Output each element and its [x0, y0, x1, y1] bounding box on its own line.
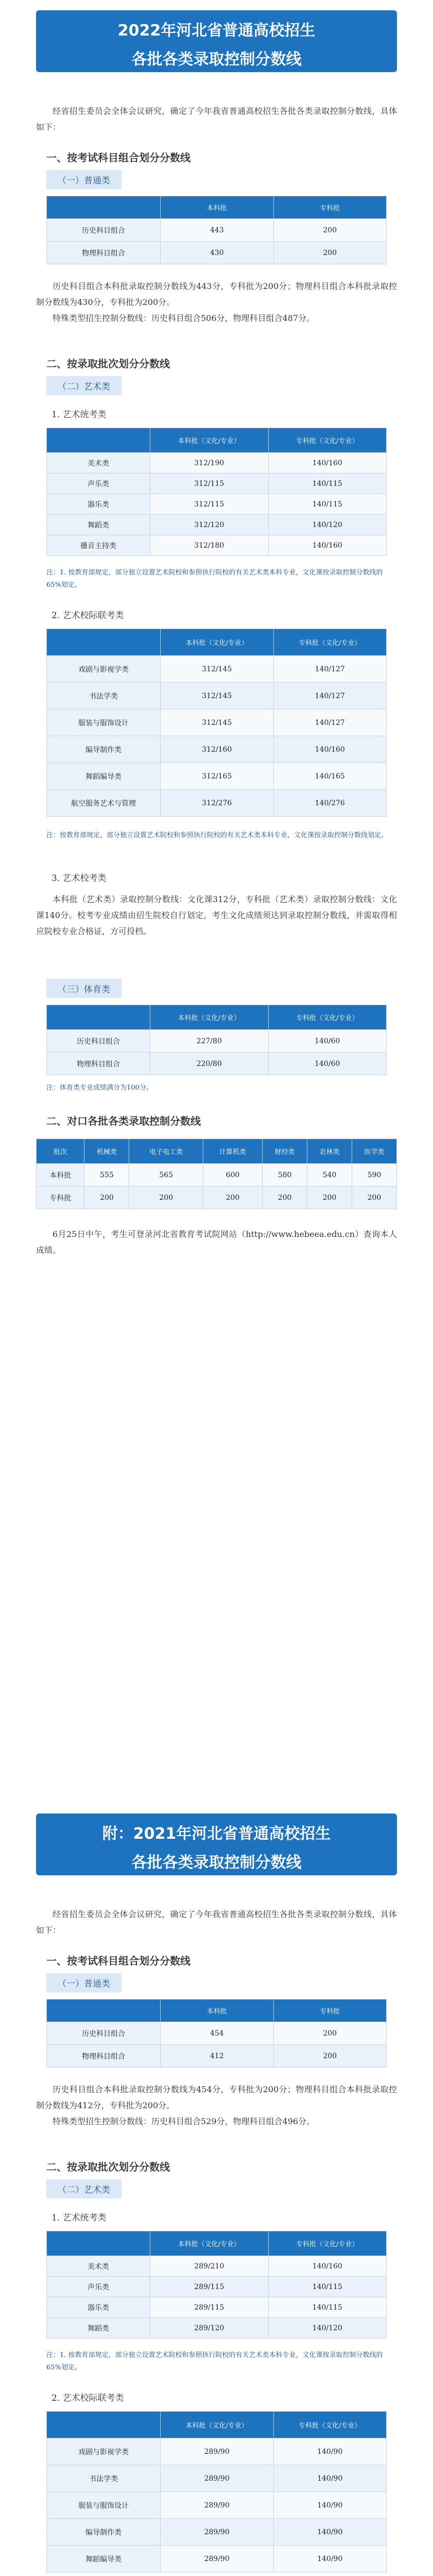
table-header: 专科批（文化/专业）: [268, 2231, 387, 2256]
cell-value: 140/60: [268, 1030, 387, 1053]
section-heading: 二、按录取批次划分分数线: [46, 2161, 170, 2173]
row-label: 声乐类: [47, 2277, 150, 2297]
intro-paragraph: [36, 1906, 397, 1938]
table-header: 机械类: [84, 1139, 129, 1164]
table-header: 计算机类: [203, 1139, 262, 1164]
cell-value: 227/80: [150, 1030, 269, 1053]
cell-value: 140/115: [268, 2297, 387, 2318]
table-row: [47, 683, 387, 709]
table-header: 财经类: [263, 1139, 307, 1164]
table-row: [47, 2277, 387, 2297]
body-paragraph: [36, 278, 397, 326]
table-header: 专科批（文化/专业）: [273, 629, 387, 656]
cell-value: 200: [273, 242, 387, 264]
sub-heading: 1. 艺术统考类: [51, 410, 107, 420]
cell-value: 140/160: [268, 2256, 387, 2277]
cell-value: 140/160: [268, 535, 387, 556]
sub-heading: 2. 艺术校际联考类: [51, 611, 124, 621]
table-row: [47, 2256, 387, 2277]
row-label: 器乐类: [47, 494, 150, 515]
cell-value: 565: [129, 1164, 203, 1187]
table-row: [37, 1187, 397, 1209]
row-label: 播音主持类: [47, 535, 150, 556]
cell-value: 200: [203, 1187, 262, 1209]
table-row: [47, 242, 387, 264]
cell-value: 140/90: [273, 2492, 387, 2519]
row-label: 美术类: [47, 2256, 150, 2277]
banner-line-1: 附：2021年河北省普通高校招生: [102, 1825, 331, 1843]
table-row: [47, 2546, 387, 2572]
title-banner-2022: [36, 10, 397, 72]
table-header: 农林类: [307, 1139, 352, 1164]
table-header: 专科批（文化/专业）: [268, 428, 387, 453]
cell-value: 140/90: [273, 2438, 387, 2465]
cell-value: 312/120: [150, 515, 269, 535]
cell-value: 289/90: [161, 2492, 274, 2519]
cell-value: 289/90: [161, 2465, 274, 2492]
cell-value: 140/115: [268, 2277, 387, 2297]
intro-paragraph: [36, 103, 397, 135]
cell-value: 312/145: [161, 709, 274, 736]
cell-value: 140/115: [268, 494, 387, 515]
banner-line-1: 2022年河北省普通高校招生: [117, 22, 316, 40]
row-label: 本科批: [37, 1164, 84, 1187]
table-header: 电子电工类: [129, 1139, 203, 1164]
footer-paragraph: [36, 1226, 397, 1258]
cell-value: 289/115: [150, 2277, 269, 2297]
table-header: 本科批（文化/专业）: [161, 629, 274, 656]
row-label: 服装与服饰设计: [47, 709, 161, 736]
cell-value: 200: [84, 1187, 129, 1209]
paragraph-text: 特殊类型招生控制分数线：历史科目组合506分，物理科目组合487分。: [53, 313, 315, 323]
cell-value: 220/80: [150, 1053, 269, 1075]
row-label: 物理科目组合: [47, 2045, 161, 2067]
score-table-art-unified: [46, 428, 387, 556]
table-header: 专科批: [273, 1999, 387, 2022]
table-header: 医学类: [352, 1139, 396, 1164]
cell-value: 140/276: [273, 790, 387, 817]
score-table-vocational: [36, 1139, 397, 1209]
table-row: [47, 2022, 387, 2045]
cell-value: 140/90: [273, 2519, 387, 2546]
table-row: [47, 2438, 387, 2465]
cell-value: 289/210: [150, 2256, 269, 2277]
score-table-general: [46, 1999, 387, 2067]
row-label: 器乐类: [47, 2297, 150, 2318]
intro-text: 经省招生委员会全体会议研究，确定了今年我省普通高校招生各批各类录取控制分数线，具体如下：: [36, 1909, 397, 1935]
cell-value: 312/160: [161, 736, 274, 763]
table-note: 注：1. 按教育部规定，部分独立设置艺术院校和参照执行院校的有关艺术类本科专业，文化课按录取控制分数线的65%划定。: [46, 569, 383, 589]
table-note: 注：体育类专业成绩满分为100分。: [46, 1084, 153, 1092]
cell-value: 140/90: [273, 2465, 387, 2492]
section-heading: 二、按录取批次划分分数线: [46, 358, 170, 370]
cell-value: 200: [273, 219, 387, 242]
cell-value: 312/190: [150, 453, 269, 473]
row-label: 历史科目组合: [47, 1030, 150, 1053]
cell-value: 312/115: [150, 494, 269, 515]
subsection-chip: （一）普通类: [46, 1973, 122, 1992]
table-header: 本科批（文化/专业）: [150, 428, 269, 453]
table-header: 本科批: [161, 1999, 274, 2022]
cell-value: 140/160: [273, 736, 387, 763]
paragraph-text: 历史科目组合本科批录取控制分数线为443分，专科批为200分；物理科目组合本科批录取控制分数线为430分，专科批为200分。: [36, 281, 397, 307]
table-header: 本科批: [161, 196, 274, 219]
row-label: 戏剧与影视学类: [47, 2438, 161, 2465]
cell-value: 140/165: [273, 763, 387, 790]
cell-value: 140/90: [273, 2546, 387, 2572]
table-row: [47, 2519, 387, 2546]
table-note: 注：1. 按教育部规定，部分独立设置艺术院校和参照执行院校的有关艺术类本科专业，文化课按录取控制分数线的65%划定。: [46, 2351, 383, 2371]
cell-value: 140/115: [268, 473, 387, 494]
cell-value: 140/120: [268, 515, 387, 535]
table-row: [47, 535, 387, 556]
table-row: [47, 656, 387, 683]
row-label: 物理科目组合: [47, 242, 161, 264]
cell-value: 140/60: [268, 1053, 387, 1075]
cell-value: 430: [161, 242, 274, 264]
cell-value: 555: [84, 1164, 129, 1187]
subsection-chip: （一）普通类: [46, 170, 122, 189]
section-heading: 二、对口各批各类录取控制分数线: [46, 1115, 201, 1127]
cell-value: 289/115: [150, 2297, 269, 2318]
cell-value: 200: [273, 2045, 387, 2067]
table-row: [47, 763, 387, 790]
cell-value: 200: [352, 1187, 396, 1209]
subsection-chip: （二）艺术类: [46, 376, 122, 395]
body-paragraph: [36, 891, 397, 939]
cell-value: 312/145: [161, 683, 274, 709]
cell-value: 140/127: [273, 656, 387, 683]
cell-value: 580: [263, 1164, 307, 1187]
score-table-art-joint: [46, 629, 387, 817]
cell-value: 289/90: [161, 2546, 274, 2572]
table-row: [47, 2045, 387, 2067]
table-header: 批次: [37, 1139, 84, 1164]
cell-value: 312/165: [161, 763, 274, 790]
row-label: 专科批: [37, 1187, 84, 1209]
paragraph-text: 特殊类型招生控制分数线：历史科目组合529分，物理科目组合496分。: [53, 2116, 315, 2126]
cell-value: 200: [273, 2022, 387, 2045]
row-label: 美术类: [47, 453, 150, 473]
row-label: 舞蹈编导类: [47, 763, 161, 790]
table-header: 本科批（文化/专业）: [161, 2412, 274, 2438]
row-label: 物理科目组合: [47, 1053, 150, 1075]
table-row: [47, 453, 387, 473]
cell-value: 289/90: [161, 2438, 274, 2465]
banner-line-2: 各批各类录取控制分数线: [131, 50, 302, 69]
cell-value: 312/145: [161, 656, 274, 683]
row-label: 航空服务艺术与管理: [47, 790, 161, 817]
subsection-chip: （二）艺术类: [46, 2179, 122, 2198]
table-row: [47, 2318, 387, 2338]
section-heading: 一、按考试科目组合划分分数线: [46, 151, 190, 164]
table-row: [47, 515, 387, 535]
table-row: [47, 1053, 387, 1075]
subsection-chip: （三）体育类: [46, 979, 122, 998]
score-table-art-unified: [46, 2231, 387, 2338]
table-row: [47, 1030, 387, 1053]
row-label: 舞蹈类: [47, 515, 150, 535]
table-header: 专科批: [273, 196, 387, 219]
row-label: 舞蹈类: [47, 2318, 150, 2338]
body-paragraph: [36, 2081, 397, 2129]
cell-value: 140/127: [273, 709, 387, 736]
cell-value: 590: [352, 1164, 396, 1187]
table-row: [47, 709, 387, 736]
section-heading: 一、按考试科目组合划分分数线: [46, 1955, 190, 1967]
cell-value: 140/160: [268, 453, 387, 473]
row-label: 历史科目组合: [47, 2022, 161, 2045]
cell-value: 200: [263, 1187, 307, 1209]
row-label: 服装与服饰设计: [47, 2492, 161, 2519]
table-header: 本科批（文化/专业）: [150, 1005, 269, 1030]
footer-text: 6月25日中午，考生可登录河北省教育考试院网站（http://www.hebeea.edu.cn）查询本人成绩。: [36, 1229, 397, 1255]
cell-value: 540: [307, 1164, 352, 1187]
paragraph-text: 历史科目组合本科批录取控制分数线为454分，专科批为200分；物理科目组合本科批录取控制分数线为412分，专科批为200分。: [36, 2084, 397, 2110]
cell-value: 312/276: [161, 790, 274, 817]
cell-value: 443: [161, 219, 274, 242]
table-row: [47, 2297, 387, 2318]
table-row: [47, 2465, 387, 2492]
row-label: 舞蹈编导类: [47, 2546, 161, 2572]
table-header: 本科批（文化/专业）: [150, 2231, 269, 2256]
cell-value: 200: [129, 1187, 203, 1209]
cell-value: 312/115: [150, 473, 269, 494]
table-header: 专科批（文化/专业）: [273, 2412, 387, 2438]
title-banner-2021: [36, 1814, 397, 1875]
table-row: [37, 1164, 397, 1187]
cell-value: 140/127: [273, 683, 387, 709]
cell-value: 200: [307, 1187, 352, 1209]
cell-value: 454: [161, 2022, 274, 2045]
row-label: 编导制作类: [47, 2519, 161, 2546]
cell-value: 312/180: [150, 535, 269, 556]
row-label: 声乐类: [47, 473, 150, 494]
score-table-general: [46, 196, 387, 264]
row-label: 历史科目组合: [47, 219, 161, 242]
row-label: 书法学类: [47, 683, 161, 709]
cell-value: 140/120: [268, 2318, 387, 2338]
banner-line-2: 各批各类录取控制分数线: [131, 1854, 302, 1872]
row-label: 戏剧与影视学类: [47, 656, 161, 683]
table-row: [47, 790, 387, 817]
row-label: 书法学类: [47, 2465, 161, 2492]
table-row: [47, 736, 387, 763]
table-note: 注：按教育部规定，部分独立设置艺术院校和参照执行院校的有关艺术类本科专业，文化课按录取控制分数线划定。: [46, 832, 388, 839]
table-row: [47, 219, 387, 242]
score-table-art-joint: [46, 2411, 387, 2572]
table-row: [47, 494, 387, 515]
score-table-sports: [46, 1005, 387, 1075]
table-header: 专科批（文化/专业）: [268, 1005, 387, 1030]
intro-text: 经省招生委员会全体会议研究，确定了今年我省普通高校招生各批各类录取控制分数线，具体如下：: [36, 106, 397, 132]
cell-value: 289/120: [150, 2318, 269, 2338]
paragraph-text: 本科批（艺术类）录取控制分数线：文化课312分，专科批（艺术类）录取控制分数线：文化课140分。校考专业成绩由招生院校自行划定，考生文化成绩须达到录取控制分数线，并需取得相应院校专业合格证，方可投档。: [36, 894, 397, 936]
row-label: 编导制作类: [47, 736, 161, 763]
cell-value: 600: [203, 1164, 262, 1187]
sub-heading: 3. 艺术校考类: [51, 873, 107, 884]
sub-heading: 2. 艺术校际联考类: [51, 2393, 124, 2403]
table-row: [47, 2492, 387, 2519]
cell-value: 289/90: [161, 2519, 274, 2546]
cell-value: 412: [161, 2045, 274, 2067]
sub-heading: 1. 艺术统考类: [51, 2213, 107, 2223]
table-row: [47, 473, 387, 494]
